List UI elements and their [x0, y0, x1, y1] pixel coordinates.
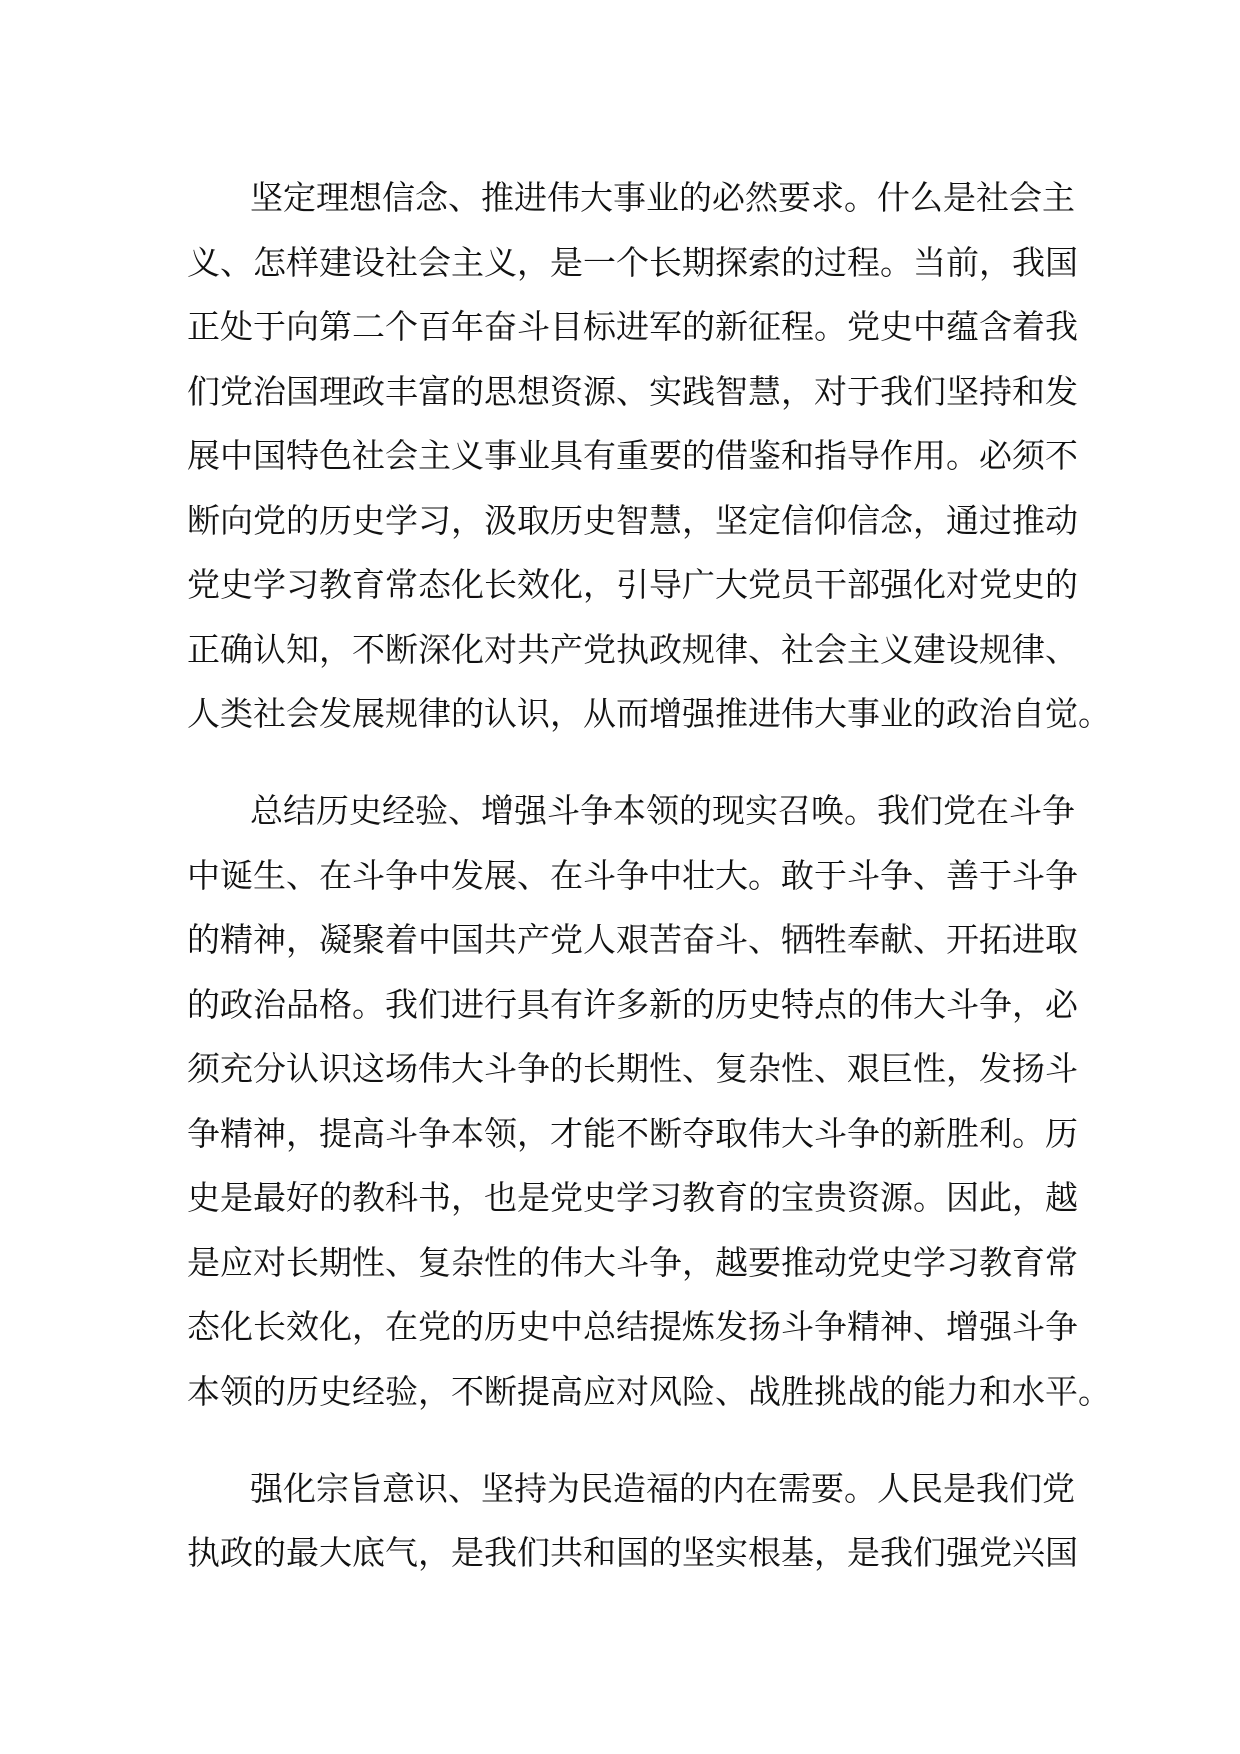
paragraph-line: 的政治品格。我们进行具有许多新的历史特点的伟大斗争，必 — [187, 985, 1078, 1024]
paragraph-line: 须充分认识这场伟大斗争的长期性、复杂性、艰巨性，发扬斗 — [187, 1049, 1078, 1088]
paragraph-line: 人类社会发展规律的认识，从而增强推进伟大事业的政治自觉。 — [187, 694, 1111, 733]
paragraph-line: 正确认知，不断深化对共产党执政规律、社会主义建设规律、 — [187, 630, 1078, 669]
paragraph-line: 史是最好的教科书，也是党史学习教育的宝贵资源。因此，越 — [187, 1178, 1078, 1217]
paragraph-line: 是应对长期性、复杂性的伟大斗争，越要推动党史学习教育常 — [187, 1243, 1078, 1282]
paragraph-line: 中诞生、在斗争中发展、在斗争中壮大。敢于斗争、善于斗争 — [187, 856, 1078, 895]
paragraph-line: 的精神，凝聚着中国共产党人艰苦奋斗、牺牲奉献、开拓进取 — [187, 920, 1078, 959]
paragraph-line: 争精神，提高斗争本领，才能不断夺取伟大斗争的新胜利。历 — [187, 1114, 1078, 1153]
paragraph-line: 正处于向第二个百年奋斗目标进军的新征程。党史中蕴含着我 — [187, 307, 1078, 346]
paragraph-line: 执政的最大底气，是我们共和国的坚实根基，是我们强党兴国 — [187, 1533, 1078, 1572]
paragraph-line: 本领的历史经验，不断提高应对风险、战胜挑战的能力和水平。 — [187, 1372, 1111, 1411]
paragraph-line: 们党治国理政丰富的思想资源、实践智慧，对于我们坚持和发 — [187, 372, 1078, 411]
paragraph-line: 态化长效化，在党的历史中总结提炼发扬斗争精神、增强斗争 — [187, 1307, 1078, 1346]
paragraph-line: 断向党的历史学习，汲取历史智慧，坚定信仰信念，通过推动 — [187, 501, 1078, 540]
paragraph-line: 党史学习教育常态化长效化，引导广大党员干部强化对党史的 — [187, 565, 1078, 604]
paragraph-line: 强化宗旨意识、坚持为民造福的内在需要。人民是我们党 — [250, 1469, 1075, 1508]
paragraph-line: 义、怎样建设社会主义，是一个长期探索的过程。当前，我国 — [187, 243, 1078, 282]
paragraph-line: 展中国特色社会主义事业具有重要的借鉴和指导作用。必须不 — [187, 436, 1078, 475]
paragraph-line: 总结历史经验、增强斗争本领的现实召唤。我们党在斗争 — [250, 791, 1075, 830]
paragraph-line: 坚定理想信念、推进伟大事业的必然要求。什么是社会主 — [250, 178, 1075, 217]
